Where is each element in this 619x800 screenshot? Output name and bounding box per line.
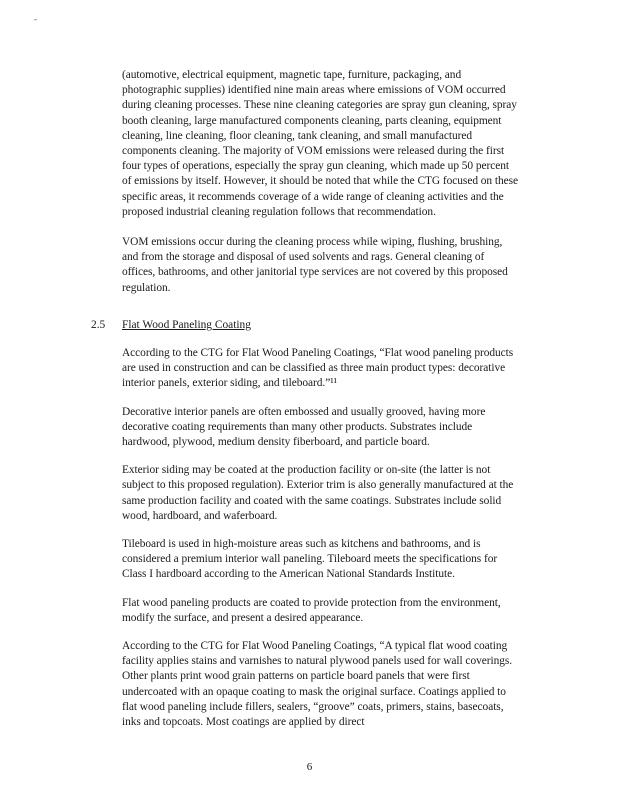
paragraph-cleaning-categories: (automotive, electrical equipment, magnetic tape, furniture, packaging, and photographic supplies) identified nine main areas where emissions of VOM occurred during cleaning processes. These nine cleaning categories are spray gun cleaning, spray booth cleaning, large manufactured components cleaning, parts cleaning, equipment cleaning, line cleaning, floor cleaning, tank cleaning, and small manufactured components cleaning. The majority of VOM emissions were released during the first four types of operations, especially the spray gun cleaning, which made up 50 percent of emissions by itself. However, it should be noted that while the CTG focused on these specific areas, it recommends coverage of a wide range of cleaning activities and the proposed industrial cleaning regulation follows that recommendation. (122, 69, 519, 218)
page-number: 6 (306, 761, 313, 773)
body-text-top (122, 68, 518, 296)
body-text-section (122, 346, 518, 730)
paragraph-coating-purpose: Flat wood paneling products are coated to provide protection from the environment, modify the surface, and present a desired appearance. (122, 596, 501, 624)
paragraph-decorative-panels: Decorative interior panels are often embossed and usually grooved, having more decorative coating requirements than many other products. Substrates include hardwood, plywood, medium density fiberboard, and particle board. (122, 405, 486, 449)
section-title: Flat Wood Paneling Coating (122, 319, 251, 331)
paragraph-vom-emissions: VOM emissions occur during the cleaning process while wiping, flushing, brushing, and from the storage and disposal of used solvents and rags. General cleaning of offices, bathrooms, and other janitorial type services are not covered by this proposed regulation. (122, 236, 508, 294)
paragraph-tileboard: Tileboard is used in high-moisture areas such as kitchens and bathrooms, and is considered a premium interior wall paneling. Tileboard meets the specifications for Class I hardboard according to the American National Standards Institute. (122, 538, 498, 581)
section-number: 2.5 (91, 319, 106, 331)
paragraph-exterior-siding: Exterior siding may be coated at the production facility or on-site (the latter is not subject to this proposed regulation). Exterior trim is also generally manufactured at the same production facility and coated with the same coatings. Substrates include solid wood, hardboard, and waferboard. (122, 464, 514, 522)
paragraph-typical-facility: According to the CTG for Flat Wood Paneling Coatings, “A typical flat wood coating facility applies stains and varnishes to natural plywood panels used for wall coverings. Other plants print wood grain patterns on particle board panels that were first undercoated with an opaque coating to mask the original surface. Coatings applied to flat wood paneling include fillers, sealers, “groove” coats, primers, stains, basecoats, inks and topcoats. Most coatings are applied by direct (122, 640, 513, 729)
margin-mark: - (34, 14, 37, 24)
paragraph-ctg-intro: According to the CTG for Flat Wood Paneling Coatings, “Flat wood paneling products are used in construction and can be classified as three main product types: decorative interior panels, exterior siding, and tileboard.”¹¹ (122, 347, 514, 390)
